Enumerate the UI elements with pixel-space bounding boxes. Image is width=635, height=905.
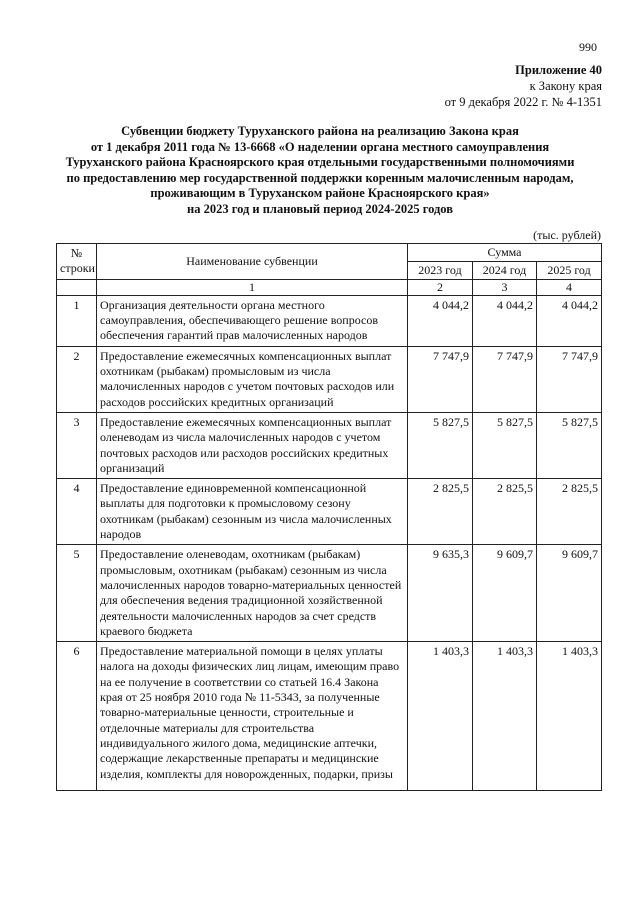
value-2024: 7 747,9: [473, 346, 537, 412]
appendix-reference: [445, 62, 602, 110]
row-number: 1: [57, 295, 97, 346]
header-name: Наименование субвенции: [97, 244, 408, 280]
document-title: [40, 124, 600, 218]
column-number: 3: [473, 279, 537, 295]
column-number: 1: [97, 279, 408, 295]
row-name: Предоставление ежемесячных компенсационных выплат охотникам (рыбакам) промысловым из числа малочисленных народов с учетом почтовых расходов или расходов российских кредитных организаций: [97, 346, 408, 412]
table-row: [57, 412, 602, 478]
value-2024: 1 403,3: [473, 642, 537, 791]
header-year-2023: 2023 год: [408, 261, 473, 279]
value-2024: 9 609,7: [473, 545, 537, 642]
value-2025: 2 825,5: [537, 479, 602, 545]
column-number: 4: [537, 279, 602, 295]
table-row: [57, 545, 602, 642]
header-year-2024: 2024 год: [473, 261, 537, 279]
value-2025: 1 403,3: [537, 642, 602, 791]
title-line: Туруханского района Красноярского края отдельными государственными полномочиями: [65, 155, 575, 170]
title-line: от 1 декабря 2011 года № 13-6668 «О наделении органа местного самоуправления: [90, 139, 550, 154]
header-sum: Сумма: [408, 244, 602, 262]
row-number: 6: [57, 642, 97, 791]
subvention-table: [56, 243, 602, 791]
value-2024: 5 827,5: [473, 412, 537, 478]
value-2025: 5 827,5: [537, 412, 602, 478]
row-number: 2: [57, 346, 97, 412]
value-2023: 9 635,3: [408, 545, 473, 642]
row-number: 3: [57, 412, 97, 478]
appendix-date: от 9 декабря 2022 г. № 4-1351: [444, 95, 602, 109]
value-2023: 5 827,5: [408, 412, 473, 478]
table-row: [57, 479, 602, 545]
value-2023: 1 403,3: [408, 642, 473, 791]
row-name: Организация деятельности органа местного самоуправления, обеспечивающего решение вопросов обеспечения гарантий прав малочисленных народов: [97, 295, 408, 346]
title-line: проживающим в Туруханском районе Красноярского края»: [150, 186, 490, 201]
value-2023: 7 747,9: [408, 346, 473, 412]
value-2023: 4 044,2: [408, 295, 473, 346]
title-line: Субвенции бюджету Туруханского района на реализацию Закона края: [121, 124, 519, 138]
row-name: Предоставление оленеводам, охотникам (рыбакам) промысловым, охотникам (рыбакам) сезонным из числа малочисленных народов товарно-материальных ценностей для обеспечения ведения традиционной хозяйственной деятельности малочисленных народов за счет средств краевого бюджета: [97, 545, 408, 642]
row-number: 5: [57, 545, 97, 642]
appendix-law: к Закону края: [529, 79, 602, 93]
row-name: Предоставление ежемесячных компенсационных выплат оленеводам из числа малочисленных народов с учетом почтовых расходов или расходов российских кредитных организаций: [97, 412, 408, 478]
header-row: [57, 244, 602, 262]
value-2025: 9 609,7: [537, 545, 602, 642]
table-row: [57, 642, 602, 791]
table-row: [57, 346, 602, 412]
column-number-row: [57, 279, 602, 295]
title-line: на 2023 год и плановый период 2024-2025 годов: [187, 201, 453, 216]
value-2024: 4 044,2: [473, 295, 537, 346]
header-num: № строки: [57, 244, 97, 280]
table-row: [57, 295, 602, 346]
value-2023: 2 825,5: [408, 479, 473, 545]
row-name: Предоставление материальной помощи в целях уплаты налога на доходы физических лиц лицам, имеющим право на ее получение в соответствии со статьей 16.4 Закона края от 25 ноября 2010 года № 11-5343, за полученные товарно-материальные ценности, строительные и отделочные материалы для строительства индивидуального жилого дома, медицинские аптечки, содержащие лекарственные препараты и медицинские изделия, комплекты для новорожденных, подарки, призы: [97, 642, 408, 791]
column-number: 2: [408, 279, 473, 295]
header-year-2025: 2025 год: [537, 261, 602, 279]
row-number: 4: [57, 479, 97, 545]
column-number: [57, 279, 97, 295]
value-2025: 7 747,9: [537, 346, 602, 412]
title-line: по предоставлению мер государственной поддержки коренным малочисленным народам,: [66, 170, 574, 185]
units-label: (тыс. рублей): [533, 228, 601, 242]
appendix-title: Приложение 40: [515, 63, 602, 77]
value-2024: 2 825,5: [473, 479, 537, 545]
value-2025: 4 044,2: [537, 295, 602, 346]
row-name: Предоставление единовременной компенсационной выплаты для подготовки к промысловому сезону охотникам (рыбакам) сезонным из числа малочисленных народов: [97, 479, 408, 545]
page-number: 990: [579, 40, 597, 54]
